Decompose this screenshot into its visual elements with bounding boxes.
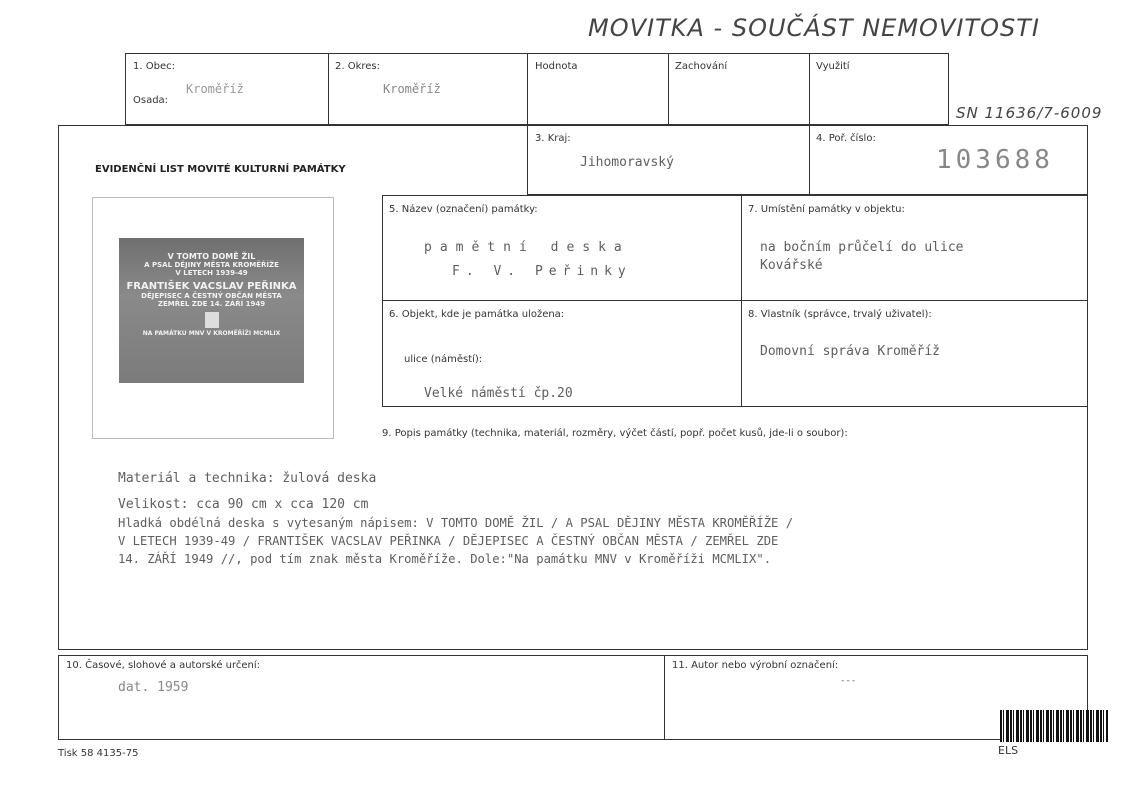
plaque-line: FRANTIŠEK VACSLAV PEŘINKA [126,281,297,292]
osada-label: Osada: [133,95,169,106]
popis-line: Materiál a technika: žulová deska [118,471,377,486]
nazev-label: 5. Název (označení) památky: [389,204,538,215]
kraj-label: 3. Kraj: [535,133,571,144]
popis-line: V LETECH 1939-49 / FRANTIŠEK VACSLAV PEŘINKA / DĚJEPISEC A ČESTNÝ OBČAN MĚSTA / ZEMŘEL ZDE [118,534,779,548]
popis-line: 14. ZÁŘÍ 1949 //, pod tím znak města Kroměříže. Dole:"Na památku MNV v Kroměříži MCMLIX". [118,552,772,566]
plaque-line: V LETECH 1939-49 [175,269,248,277]
okres-label: 2. Okres: [335,61,381,72]
vyuziti-label: Využití [816,61,850,72]
plaque-line: A PSAL DĚJINY MĚSTA KROMĚŘÍŽE [144,261,279,269]
autor-value: --- [840,676,857,686]
plaque-line: DĚJEPISEC A ČESTNÝ OBČAN MĚSTA [141,292,282,300]
handwritten-side-note: SN 11636/7-6009 [956,104,1103,122]
ulice-label: ulice (náměstí): [404,354,483,365]
objekt-value: Velké náměstí čp.20 [424,386,573,401]
form-title: EVIDENČNÍ LIST MOVITÉ KULTURNÍ PAMÁTKY [95,164,346,175]
urceni-value: dat. 1959 [118,680,189,695]
els-label: ELS [998,744,1019,757]
okres-value: Kroměříž [383,82,441,96]
urceni-label: 10. Časové, slohové a autorské určení: [66,660,261,671]
plaque-line: NA PAMÁTKU MNV V KROMĚŘÍŽI MCMLIX [142,330,281,337]
nazev-value-line2: F. V. Peřinky [452,264,632,279]
umisteni-label: 7. Umístění památky v objektu: [748,204,905,215]
popis-label: 9. Popis památky (technika, materiál, rozměry, výčet částí, popř. počet kusů, jde-li o soubor): [382,428,848,439]
print-code: Tisk 58 4135-75 [58,748,139,759]
vlastnik-label: 8. Vlastník (správce, trvalý uživatel): [748,309,932,320]
handwritten-top-note: MOVITKA - SOUČÁST NEMOVITOSTI [588,14,1040,42]
hodnota-label: Hodnota [535,61,578,72]
umisteni-value-line1: na bočním průčelí do ulice [760,240,964,255]
zachovani-label: Zachování [675,61,728,72]
objekt-label: 6. Objekt, kde je památka uložena: [389,309,565,320]
obec-value: Kroměříž [186,82,244,96]
autor-label: 11. Autor nebo výrobní označení: [672,660,839,671]
umisteni-value-line2: Kovářské [760,258,823,273]
plaque-line: V TOMTO DOMĚ ŽIL [167,252,256,261]
obec-label: 1. Obec: [133,61,175,72]
city-coat-of-arms-icon [205,312,219,328]
plaque-photo [119,238,304,383]
nazev-value-line1: pamětní deska [424,240,630,255]
barcode [1000,710,1108,742]
popis-line: Hladká obdélná deska s vytesaným nápisem: V TOMTO DOMĚ ŽIL / A PSAL DĚJINY MĚSTA KROMĚŘÍŽE / [118,516,794,530]
popis-line: Velikost: cca 90 cm x cca 120 cm [118,497,369,512]
kraj-value: Jihomoravský [580,155,674,170]
vlastnik-value: Domovní správa Kroměříž [760,344,941,359]
por-cislo-label: 4. Poř. číslo: [816,133,876,144]
plaque-line: ZEMŘEL ZDE 14. ZÁŘÍ 1949 [157,300,266,308]
por-cislo-value: 103688 [936,145,1054,175]
